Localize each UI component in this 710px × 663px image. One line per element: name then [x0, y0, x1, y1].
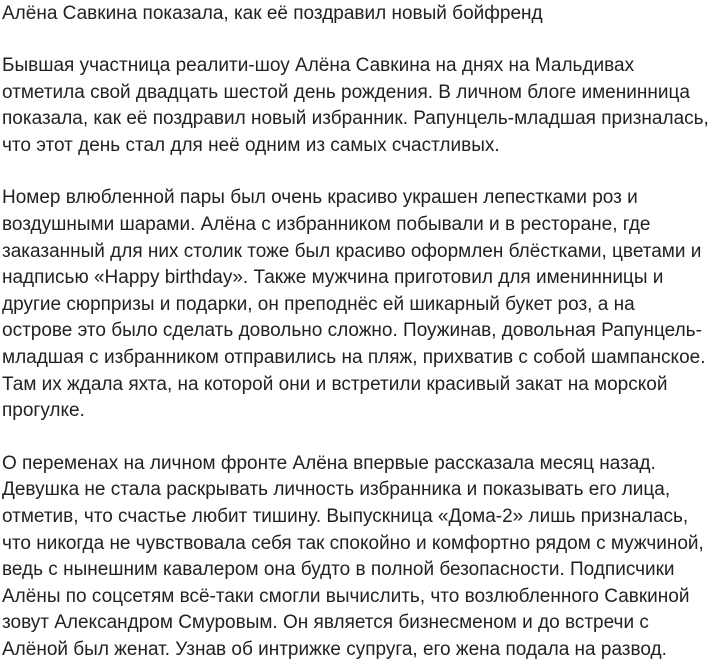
article-title: Алёна Савкина показала, как её поздравил новый бойфренд [2, 3, 543, 24]
article-paragraph-2: Номер влюбленной пары был очень красиво украшен лепестками роз и воздушными шарами. Алёна с избранником побывали и в ресторане, где заказанный для них столик тоже был красиво оформлен блёстками, цветами и надписью «Happy birthday». Также мужчина приготовил для именинницы и другие сюрпризы и подарки, он преподнёс ей шикарный букет роз, а на острове это было сделать довольно сложно. Поужинав, довольная Рапунцель-младшая с избранником отправились на пляж, прихватив с собой шампанское. Там их ждала яхта, на которой они и встретили красивый закат на морской прогулке. [2, 187, 706, 422]
article-paragraph-1: Бывшая участница реалити-шоу Алёна Савкина на днях на Мальдивах отметила свой двадцать шестой день рождения. В личном блоге именинница показала, как её поздравил новый избранник. Рапунцель-младшая призналась, что этот день стал для неё одним из самых счастливых. [2, 55, 709, 156]
article-paragraph-3: О переменах на личном фронте Алёна впервые рассказала месяц назад. Девушка не стала раскрывать личность избранника и показывать его лица, отметив, что счастье любит тишину. Выпускница «Дома-2» лишь призналась, что никогда не чувствовала себя так спокойно и комфортно рядом с мужчиной, ведь с нынешним кавалером она будто в полной безопасности. Подписчики Алёны по соцсетям всё-таки смогли вычислить, что возлюбленного Савкиной зовут Александром Смуровым. Он является бизнесменом и до встречи с Алёной был женат. Узнав об интрижке супруга, его жена подала на развод. [2, 452, 704, 660]
